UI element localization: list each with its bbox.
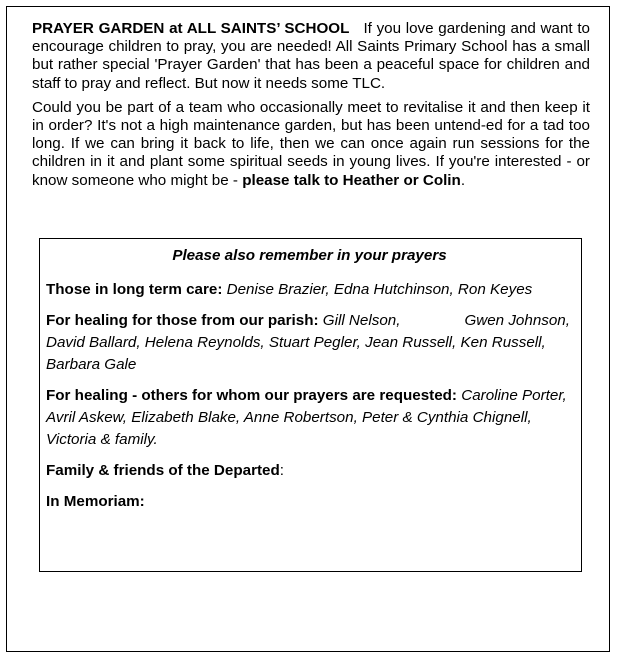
long-term-care-entry <box>46 279 573 301</box>
paragraph-2-body: Could you be part of a team who occasionally meet to revitalise it and then keep it in order? It's not a high maintenance garden, but has been untend-ed for a tad too long. If we can bring it back to life, then we can once again run sessions for the children in it and plant some spiritual seeds in young lives. If you're interested - or know someone who might be - <box>32 98 590 189</box>
long-term-care-names: Denise Brazier, Edna Hutchinson, Ron Keyes <box>226 281 533 298</box>
departed-label: Family & friends of the Departed <box>46 462 280 479</box>
others-healing-entry <box>46 385 573 451</box>
memoriam-entry <box>46 491 573 513</box>
others-healing-names: Caroline Porter, Avril Askew, Elizabeth Blake, Anne Robertson, Peter & Cynthia Chignell, Victoria & family. <box>46 387 567 448</box>
paragraph-2-end: . <box>460 171 466 189</box>
departed-colon: : <box>279 462 284 479</box>
parish-healing-names-2: Gwen Johnson, David Ballard, Helena Reynolds, Stuart Pegler, Jean Russell, Ken Russell, Barbara Gale <box>46 312 570 373</box>
contact-callout: please talk to Heather or Colin <box>242 171 461 189</box>
others-healing-label: For healing - others for whom our prayers are requested: <box>46 387 457 404</box>
article-heading: PRAYER GARDEN at ALL SAINTS’ SCHOOL <box>32 20 350 37</box>
prayer-list-title: Please also remember in your prayers <box>172 247 447 264</box>
parish-healing-entry <box>46 310 573 376</box>
parish-healing-names-1: Gill Nelson, <box>322 312 401 329</box>
long-term-care-label: Those in long term care: <box>46 281 223 298</box>
departed-entry <box>46 460 573 482</box>
prayer-garden-article <box>32 20 590 196</box>
paragraph-2 <box>32 99 590 190</box>
prayer-list-box <box>39 238 582 572</box>
paragraph-1-body: If you love gardening and want to encourage children to pray, you are needed! All Saints Primary School has a small but rather special 'Prayer Garden' that has been a peaceful space for children and staff to pray and reflect. But now it needs some TLC. <box>32 20 590 92</box>
paragraph-1 <box>32 20 590 93</box>
parish-healing-label: For healing for those from our parish: <box>46 312 319 329</box>
memoriam-label: In Memoriam: <box>46 493 145 510</box>
